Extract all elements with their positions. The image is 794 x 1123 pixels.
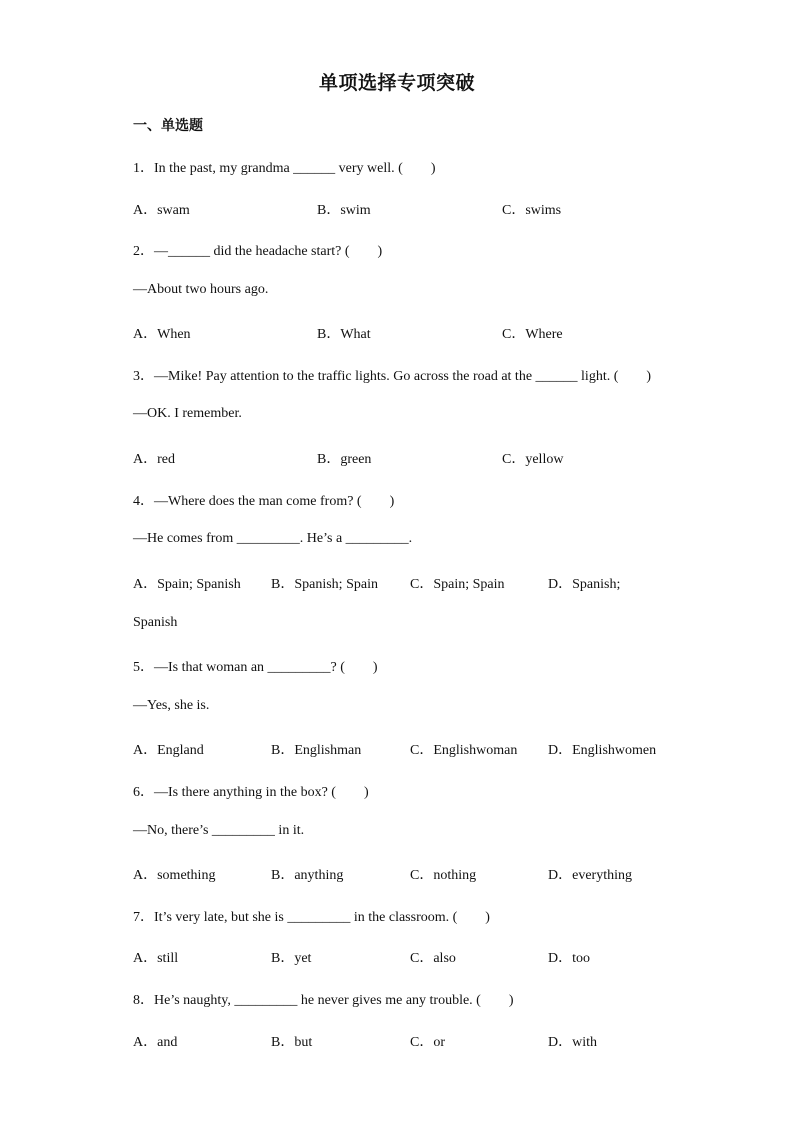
question-7-stem: 7．It’s very late, but she is _________ in the classroom. ( ) <box>133 910 490 925</box>
question-7-option-c: C．also <box>410 951 456 966</box>
question-1-option-c: C．swims <box>502 203 562 218</box>
question-8-option-c: C．or <box>410 1035 445 1050</box>
question-3-option-b: B．green <box>317 452 372 467</box>
question-2-stem: 2．—______ did the headache start? ( ) <box>133 244 383 259</box>
question-5-option-c: C．Englishwoman <box>410 743 518 758</box>
question-7-option-a: A．still <box>133 951 179 966</box>
question-4-reply: —He comes from _________. He’s a _________. <box>133 531 413 546</box>
question-7-option-d: D．too <box>548 951 590 966</box>
question-6-option-d: D．everything <box>548 868 632 883</box>
question-5-option-b: B．Englishman <box>271 743 362 758</box>
question-5-option-d: D．Englishwomen <box>548 743 657 758</box>
section-heading: 一、单选题 <box>133 118 203 134</box>
question-1-option-b: B．swim <box>317 203 371 218</box>
question-3-option-c: C．yellow <box>502 452 564 467</box>
question-4-option-b: B．Spanish; Spain <box>271 577 378 592</box>
question-4-option-d: D．Spanish; <box>548 577 621 592</box>
question-1-option-a: A．swam <box>133 203 190 218</box>
question-3-stem: 3．—Mike! Pay attention to the traffic lights. Go across the road at the ______ light. ( ) <box>133 369 652 384</box>
question-6-option-b: B．anything <box>271 868 344 883</box>
question-6-stem: 6．—Is there anything in the box? ( ) <box>133 785 369 800</box>
question-4-option-a: A．Spain; Spanish <box>133 577 241 592</box>
question-4-stem: 4．—Where does the man come from? ( ) <box>133 494 395 509</box>
question-5-stem: 5．—Is that woman an _________? ( ) <box>133 660 378 675</box>
page-title: 单项选择专项突破 <box>318 72 475 94</box>
question-2-option-b: B．What <box>317 327 371 342</box>
question-8-option-d: D．with <box>548 1035 597 1050</box>
question-4-option-c: C．Spain; Spain <box>410 577 505 592</box>
question-3-option-a: A．red <box>133 452 175 467</box>
question-2-option-c: C．Where <box>502 327 563 342</box>
question-7-option-b: B．yet <box>271 951 312 966</box>
question-2-option-a: A．When <box>133 327 191 342</box>
question-1-stem: 1．In the past, my grandma ______ very well. ( ) <box>133 161 436 176</box>
question-8-option-a: A．and <box>133 1035 178 1050</box>
question-6-option-a: A．something <box>133 868 216 883</box>
question-3-reply: —OK. I remember. <box>133 406 242 421</box>
question-5-option-a: A．England <box>133 743 204 758</box>
question-2-reply: —About two hours ago. <box>133 282 269 297</box>
question-8-option-b: B．but <box>271 1035 313 1050</box>
question-6-reply: —No, there’s _________ in it. <box>133 823 305 838</box>
question-5-reply: —Yes, she is. <box>133 698 210 713</box>
question-6-option-c: C．nothing <box>410 868 477 883</box>
question-8-stem: 8．He’s naughty, _________ he never gives me any trouble. ( ) <box>133 993 514 1008</box>
question-4-option-d-wrap: Spanish <box>133 615 178 630</box>
